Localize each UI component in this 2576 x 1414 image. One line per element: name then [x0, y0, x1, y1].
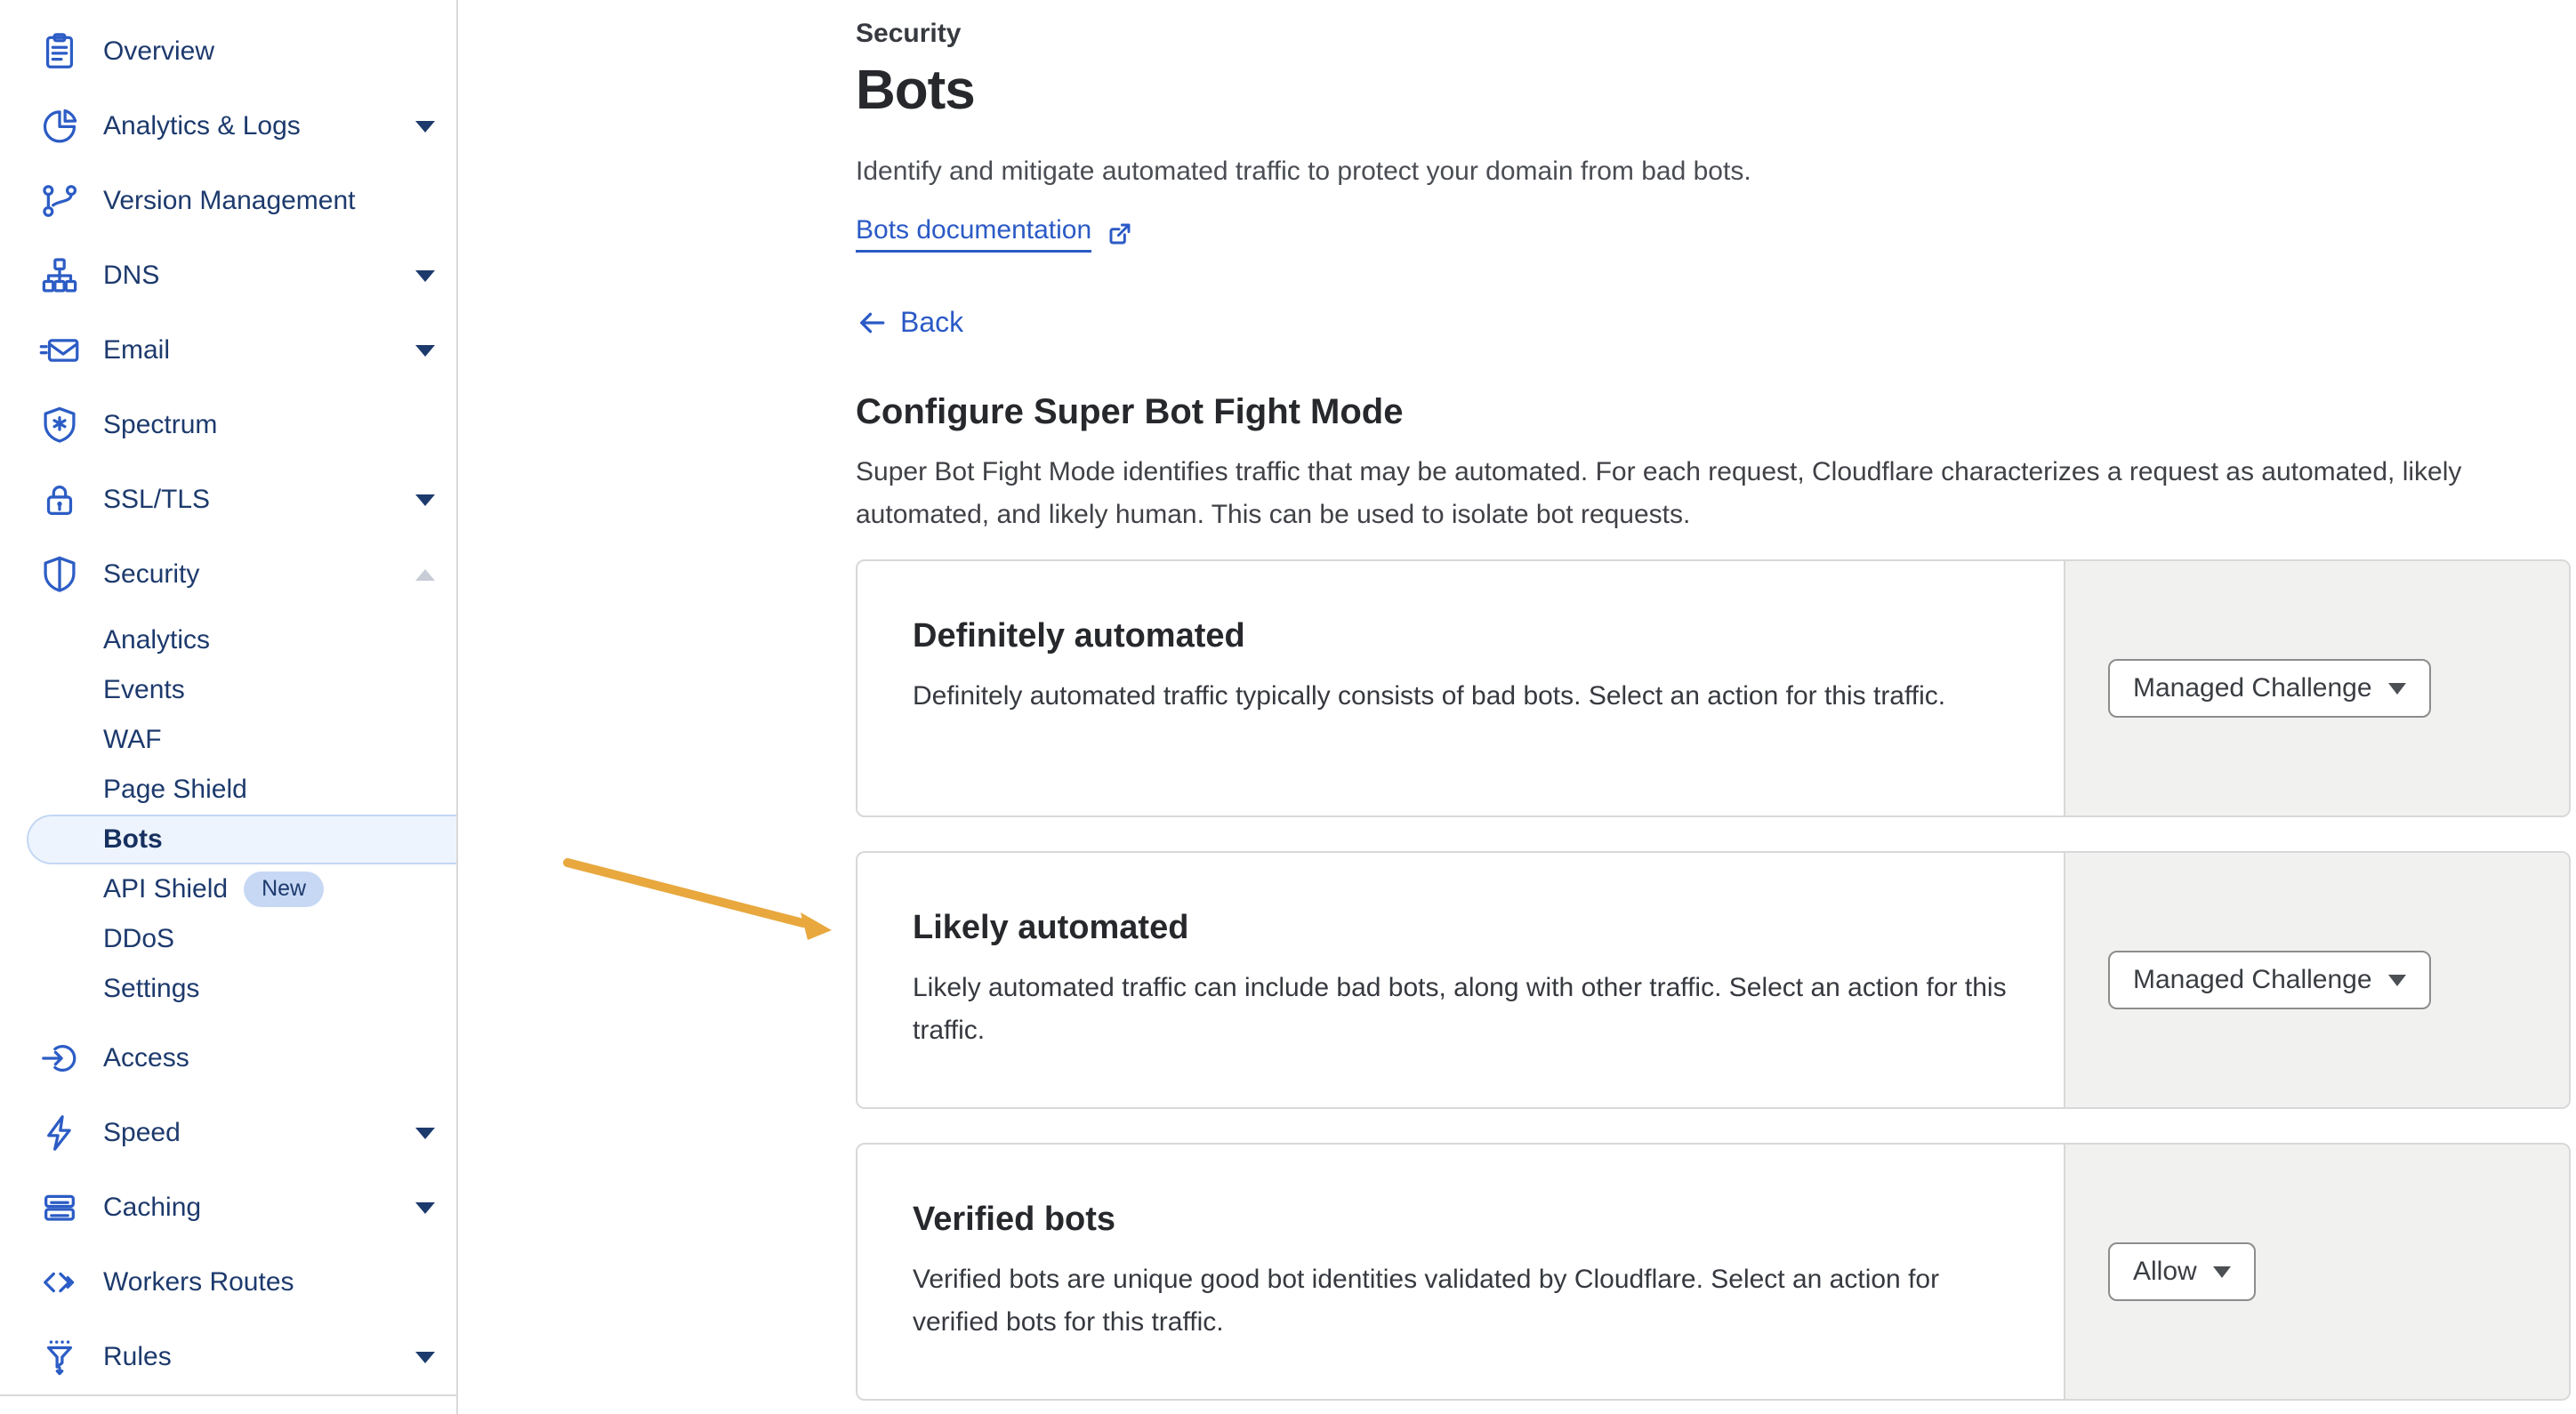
- sidebar-item-label: SSL/TLS: [103, 485, 211, 514]
- card-text: [857, 1145, 2064, 1399]
- access-icon: [39, 1038, 80, 1079]
- sidebar-item-label: Overview: [103, 36, 215, 66]
- definitely-automated-action-dropdown[interactable]: [2108, 659, 2431, 718]
- card-action-panel: [2064, 561, 2569, 815]
- sidebar-item-label: Caching: [103, 1193, 202, 1222]
- git-branch-icon: [39, 181, 80, 221]
- chevron-down-icon: [415, 1202, 435, 1214]
- section-heading: Configure Super Bot Fight Mode: [856, 392, 1404, 431]
- sidebar-item-analytics-logs[interactable]: [0, 89, 456, 164]
- chevron-down-icon: [415, 345, 435, 357]
- card-action-panel: [2064, 1145, 2569, 1399]
- sidebar-item-security-page-shield[interactable]: [0, 765, 456, 815]
- security-subnav: [0, 612, 456, 1021]
- chevron-down-icon: [415, 494, 435, 506]
- sidebar-item-security-ddos[interactable]: [0, 914, 456, 964]
- sidebar-item-label: Workers Routes: [103, 1267, 294, 1297]
- caching-stack-icon: [39, 1187, 80, 1228]
- bots-documentation-link[interactable]: Bots documentation: [856, 215, 1091, 253]
- back-link[interactable]: [856, 306, 963, 339]
- card-body: Likely automated traffic can include bad bots, along with other traffic. Select an action for this traffic.: [913, 973, 2007, 1045]
- setting-card-definitely-automated: [856, 559, 2571, 817]
- overview-icon: [39, 31, 80, 72]
- padlock-icon: [39, 479, 80, 520]
- funnel-icon: [39, 1337, 80, 1378]
- sidebar-item-security-analytics[interactable]: [0, 615, 456, 665]
- back-arrow-icon: [856, 307, 888, 339]
- external-link-icon: [1106, 220, 1134, 248]
- sidebar-item-label: Analytics: [103, 625, 211, 655]
- sidebar-item-email[interactable]: [0, 313, 456, 388]
- dns-tree-icon: [39, 255, 80, 296]
- sidebar-item-label: Bots: [103, 824, 163, 854]
- sidebar-item-dns[interactable]: [0, 238, 456, 313]
- card-text: [857, 561, 2064, 815]
- card-body: Verified bots are unique good bot identities validated by Cloudflare. Select an action for verified bots for this traffic.: [913, 1265, 1940, 1337]
- sidebar-item-label: Access: [103, 1043, 189, 1073]
- chevron-down-icon: [415, 1352, 435, 1363]
- sidebar-item-ssl-tls[interactable]: [0, 462, 456, 537]
- sidebar-item-security-api-shield[interactable]: [0, 864, 456, 914]
- new-badge: New: [244, 872, 324, 907]
- dropdown-value: Managed Challenge: [2133, 673, 2372, 703]
- card-title: Definitely automated: [913, 617, 1245, 655]
- sidebar-item-label: Spectrum: [103, 410, 218, 439]
- sidebar-item-label: Speed: [103, 1118, 181, 1147]
- card-body: Definitely automated traffic typically consists of bad bots. Select an action for this traffic.: [913, 681, 1946, 711]
- spectrum-shield-icon: [39, 405, 80, 446]
- sidebar-item-label: Settings: [103, 974, 200, 1003]
- back-label: Back: [900, 306, 964, 338]
- sidebar-item-label: Security: [103, 559, 200, 589]
- dropdown-value: Managed Challenge: [2133, 965, 2372, 994]
- card-title: Likely automated: [913, 909, 1189, 946]
- lightning-bolt-icon: [39, 1113, 80, 1153]
- sidebar-item-label: Version Management: [103, 186, 356, 215]
- likely-automated-action-dropdown[interactable]: [2108, 951, 2431, 1009]
- section-description: Super Bot Fight Mode identifies traffic that may be automated. For each request, Cloudflare characterizes a request as automated, likely automated, and likely human. This can be used to isolate bot requests.: [856, 457, 2462, 529]
- chevron-down-icon: [415, 1128, 435, 1139]
- chevron-down-icon: [415, 121, 435, 133]
- card-text: [857, 853, 2064, 1107]
- sidebar-nav: [0, 0, 458, 1414]
- card-title: Verified bots: [913, 1201, 1116, 1238]
- sidebar-item-label: Analytics & Logs: [103, 111, 301, 141]
- sidebar-item-security-bots[interactable]: [27, 815, 456, 864]
- doc-link-row: [856, 215, 2571, 253]
- security-shield-icon: [39, 554, 80, 595]
- annotation-arrow: [547, 834, 849, 950]
- sidebar-item-security-events[interactable]: [0, 665, 456, 715]
- pie-chart-icon: [39, 106, 80, 147]
- chevron-down-icon: [2388, 975, 2406, 986]
- setting-card-verified-bots: [856, 1143, 2571, 1401]
- chevron-down-icon: [415, 270, 435, 282]
- sidebar-item-caching[interactable]: [0, 1170, 456, 1245]
- sidebar-item-spectrum[interactable]: [0, 388, 456, 462]
- page-description: Identify and mitigate automated traffic to protect your domain from bad bots.: [856, 157, 1751, 186]
- sidebar-item-label: Events: [103, 675, 185, 704]
- sidebar-item-label: Rules: [103, 1342, 172, 1371]
- sidebar-item-label: DDoS: [103, 924, 175, 953]
- sidebar-item-version-management[interactable]: [0, 164, 456, 238]
- angle-brackets-icon: [39, 1262, 80, 1303]
- sidebar-item-workers-routes[interactable]: [0, 1245, 456, 1320]
- chevron-down-icon: [2213, 1266, 2231, 1278]
- main-content: [458, 0, 2576, 1414]
- sidebar-item-security-settings[interactable]: [0, 964, 456, 1014]
- verified-bots-action-dropdown[interactable]: [2108, 1242, 2256, 1301]
- breadcrumb: Security: [856, 19, 962, 48]
- sidebar-section-divider: [0, 1394, 456, 1396]
- sidebar-item-label: WAF: [103, 725, 162, 754]
- sidebar-item-security-waf[interactable]: [0, 715, 456, 765]
- dropdown-value: Allow: [2133, 1257, 2197, 1286]
- sidebar-item-speed[interactable]: [0, 1096, 456, 1170]
- card-action-panel: [2064, 853, 2569, 1107]
- chevron-down-icon: [2388, 683, 2406, 695]
- sidebar-item-overview[interactable]: [0, 14, 456, 89]
- sidebar-item-security[interactable]: [0, 537, 456, 612]
- sidebar-item-rules[interactable]: [0, 1320, 456, 1394]
- setting-card-likely-automated: [856, 851, 2571, 1109]
- sidebar-item-label: API Shield: [103, 874, 229, 904]
- sidebar-item-label: Page Shield: [103, 775, 247, 804]
- sidebar-item-label: Email: [103, 335, 171, 365]
- email-icon: [39, 330, 80, 371]
- sidebar-item-label: DNS: [103, 261, 160, 290]
- sidebar-item-access[interactable]: [0, 1021, 456, 1096]
- page-title: Bots: [856, 60, 975, 121]
- chevron-up-icon: [415, 569, 435, 581]
